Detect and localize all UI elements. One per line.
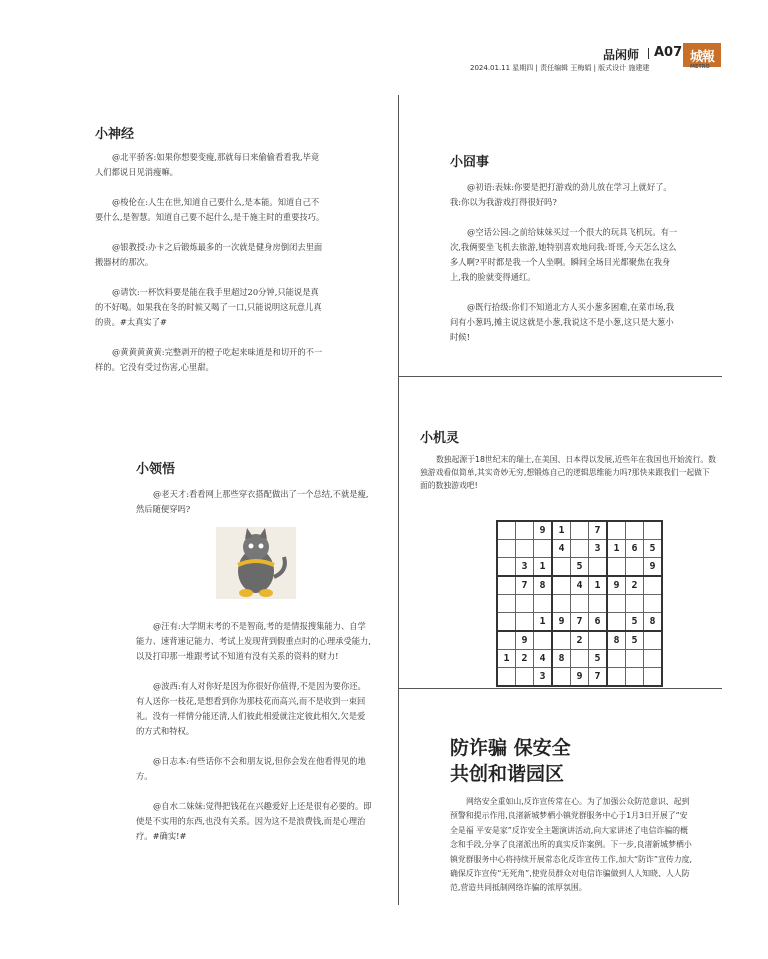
newspaper-logo-sub: METRO [690,64,710,70]
sudoku-cell: 9 [571,668,589,687]
sudoku-row [497,540,662,558]
section-body-xiaojiongshi [450,180,678,345]
row-divider-right-top [398,376,722,377]
sudoku-cell [644,576,663,595]
sudoku-row [497,650,662,668]
section-title-xiaolingwu: 小领悟 [136,462,176,477]
sudoku-cell [497,613,516,632]
sudoku-cell [516,613,534,632]
newspaper-logo: 城報 [683,43,721,67]
sudoku-cell: 5 [644,540,663,558]
sudoku-cell [571,650,589,668]
post: @梭伦在:人生在世,知道自己要什么,是本能。知道自己不要什么,是智慧。知道自己要不起什么,是千施主时的重要技巧。 [95,197,325,222]
sudoku-cell [626,595,644,613]
sudoku-cell: 5 [589,650,608,668]
sudoku-row [497,521,662,540]
sudoku-cell [607,668,626,687]
post: @汪有:大学期末考的不是智商,考的是情报搜集能力、自学能力、速背速记能力、考试上发现背到假重点时的心理承受能力,以及打印那一堆跟考试不知道有没有关系的资料的财力! [136,621,371,661]
sudoku-grid [496,520,663,687]
sudoku-cell: 8 [552,650,571,668]
post: @自水二妹妹:觉得把钱花在兴趣爱好上还是很有必要的。即使是不实用的东西,也没有关系。因为这不是浪费钱,而是心理治疗。#确实!# [136,801,372,841]
sudoku-cell [589,631,608,650]
sudoku-cell [607,521,626,540]
sudoku-row [497,631,662,650]
post: @黄黄黄黄黄:完整剥开的橙子吃起来味道是和切开的不一样的。它没有受过伤害,心里甜。 [95,347,323,372]
sudoku-row [497,558,662,577]
sudoku-cell [534,631,553,650]
sudoku-row [497,613,662,632]
sudoku-cell [626,558,644,577]
sudoku-cell [571,521,589,540]
sudoku-cell [516,668,534,687]
sudoku-cell [516,540,534,558]
sudoku-row [497,668,662,687]
sudoku-cell: 2 [516,650,534,668]
sudoku-row [497,595,662,613]
header-divider [648,48,649,59]
post: @日志本:有些话你不会和朋友说,但你会发在他看得见的地方。 [136,756,366,781]
sudoku-cell: 8 [607,631,626,650]
sudoku-table [496,520,663,687]
post: @北平骄客:如果你想要变瘦,那就每日来偷偷看看我,毕竟人们都说日见消瘦嘛。 [95,152,320,177]
section-title-xiaojiongshi: 小囧事 [450,155,490,170]
sudoku-cell [626,650,644,668]
section-title-xiaojiling: 小机灵 [420,431,460,446]
sudoku-cell: 3 [516,558,534,577]
sudoku-cell [497,521,516,540]
column-divider-vertical [398,95,399,905]
sudoku-cell: 4 [571,576,589,595]
post: @既行拾级:你们不知道北方人买小葱多困难,在菜市场,我问有小葱吗,摊主说这就是小葱,我说这不是小葱,这只是大葱小时候! [450,302,675,342]
sudoku-cell [644,595,663,613]
sudoku-cell: 7 [589,521,608,540]
post: @初语:表妹:你要是把打游戏的劲儿放在学习上就好了。我:你以为我游戏打得很好吗? [450,182,672,207]
post: @空话公园:之前给妹妹买过一个很大的玩具飞机玩。有一次,我俩要坐飞机去旅游,她特别喜欢地问我:哥哥,今天怎么这么多人啊?平时都是我一个人坐啊。瞬间全场目光都聚焦在我身上,我的脸就变得通红。 [450,227,678,282]
row-divider-right-bottom [398,688,722,689]
article-body: 网络安全重如山,反诈宣传常在心。为了加强公众防范意识、起到预警和提示作用,良渚新城梦栖小镇党群服务中心于1月3日开展了“安全是福 平安是家”反诈安全主题演讲活动,向大家讲述了电信诈骗的概念和手段,分享了良渚派出所的真实反诈案例。下一步,良渚新城梦栖小镇党群服务中心将持续开展常态化反诈宣传工作,加大“防诈”宣传力度,确保反诈宣传“无死角”,使党员群众对电信诈骗做到人人知晓、人人防范,营造共同抵制网络诈骗的浓厚氛围。 [450,797,693,893]
sudoku-cell: 8 [644,613,663,632]
sudoku-cell [497,558,516,577]
sudoku-cell: 4 [534,650,553,668]
sudoku-cell [571,540,589,558]
article-title-line1: 防诈骗 保安全 [450,737,571,759]
sudoku-cell: 1 [534,558,553,577]
sudoku-cell [644,650,663,668]
dateline: 2024.01.11 星期四 | 责任编辑 王梅娟 | 版式设计 施建建 [470,64,650,72]
sudoku-cell [626,668,644,687]
sudoku-cell [516,521,534,540]
sudoku-cell: 6 [626,540,644,558]
sudoku-cell: 5 [571,558,589,577]
sudoku-cell [644,521,663,540]
page-number: A07 [654,45,683,60]
post: @波西:有人对你好是因为你很好你值得,不是因为要你还。有人送你一枝花,是想看到你为那枝花而高兴,而不是收到一束回礼。没有一样情分能还清,人们彼此相爱就注定彼此相欠,欠是爱的方式和特权。 [136,681,366,736]
sudoku-cell [534,595,553,613]
sudoku-cell: 9 [516,631,534,650]
cat-illustration-icon [216,527,296,599]
sudoku-cell [552,558,571,577]
sudoku-cell: 2 [571,631,589,650]
sudoku-cell [552,576,571,595]
sudoku-cell [607,595,626,613]
sudoku-cell [607,558,626,577]
sudoku-cell: 7 [516,576,534,595]
sudoku-cell [571,595,589,613]
sudoku-cell: 2 [626,576,644,595]
sudoku-cell: 1 [607,540,626,558]
sudoku-cell: 7 [589,668,608,687]
sudoku-cell: 8 [534,576,553,595]
sudoku-cell [607,650,626,668]
sudoku-cell [589,595,608,613]
sudoku-cell: 6 [589,613,608,632]
article-title [450,735,571,787]
sudoku-cell: 3 [589,540,608,558]
post: @银教授:办卡之后锻炼最多的一次就是健身房倒闭去里面搬器材的那次。 [95,242,323,267]
sudoku-cell [497,540,516,558]
sudoku-cell: 9 [552,613,571,632]
section-body-xiaolingwu [136,487,372,844]
sudoku-cell: 9 [534,521,553,540]
sudoku-row [497,576,662,595]
sudoku-cell: 5 [626,613,644,632]
post: @老天才:看看网上那些穿衣搭配做出了一个总结,不就是瘦,然后随便穿吗? [136,489,369,514]
post: @请饮:一杯饮料要是能在我手里超过20分钟,只能说是真的不好喝。如果我在冬的时候又喝了一口,只能说明这玩意儿真的贵。#太真实了# [95,287,322,327]
sudoku-cell: 1 [534,613,553,632]
sudoku-cell [589,558,608,577]
section-name: 品闲师 [603,48,640,62]
cat-illustration [216,527,296,599]
section-title-xiaoshenjing: 小神经 [95,127,135,142]
sudoku-cell: 1 [497,650,516,668]
sudoku-cell: 5 [626,631,644,650]
sudoku-cell: 1 [552,521,571,540]
sudoku-cell [607,613,626,632]
sudoku-cell [516,595,534,613]
sudoku-cell [644,631,663,650]
sudoku-cell: 3 [534,668,553,687]
sudoku-cell [552,595,571,613]
section-body-xiaoshenjing [95,150,327,375]
sudoku-cell [626,521,644,540]
sudoku-cell: 4 [552,540,571,558]
sudoku-cell: 9 [644,558,663,577]
sudoku-cell [552,631,571,650]
sudoku-cell [644,668,663,687]
sudoku-cell [534,540,553,558]
sudoku-cell: 7 [571,613,589,632]
sudoku-cell [497,668,516,687]
sudoku-cell [497,631,516,650]
sudoku-cell [552,668,571,687]
sudoku-cell: 9 [607,576,626,595]
sudoku-cell [497,576,516,595]
sudoku-cell [497,595,516,613]
sudoku-intro: 数独起源于18世纪末的瑞士,在美国、日本得以发展,近些年在我国也开始流行。数独游戏看似简单,其实奇妙无穷,想锻炼自己的逻辑思维能力吗?那快来跟我们一起做下面的数独游戏吧! [420,455,716,490]
article-title-line2: 共创和谐园区 [450,763,565,785]
sudoku-cell: 1 [589,576,608,595]
